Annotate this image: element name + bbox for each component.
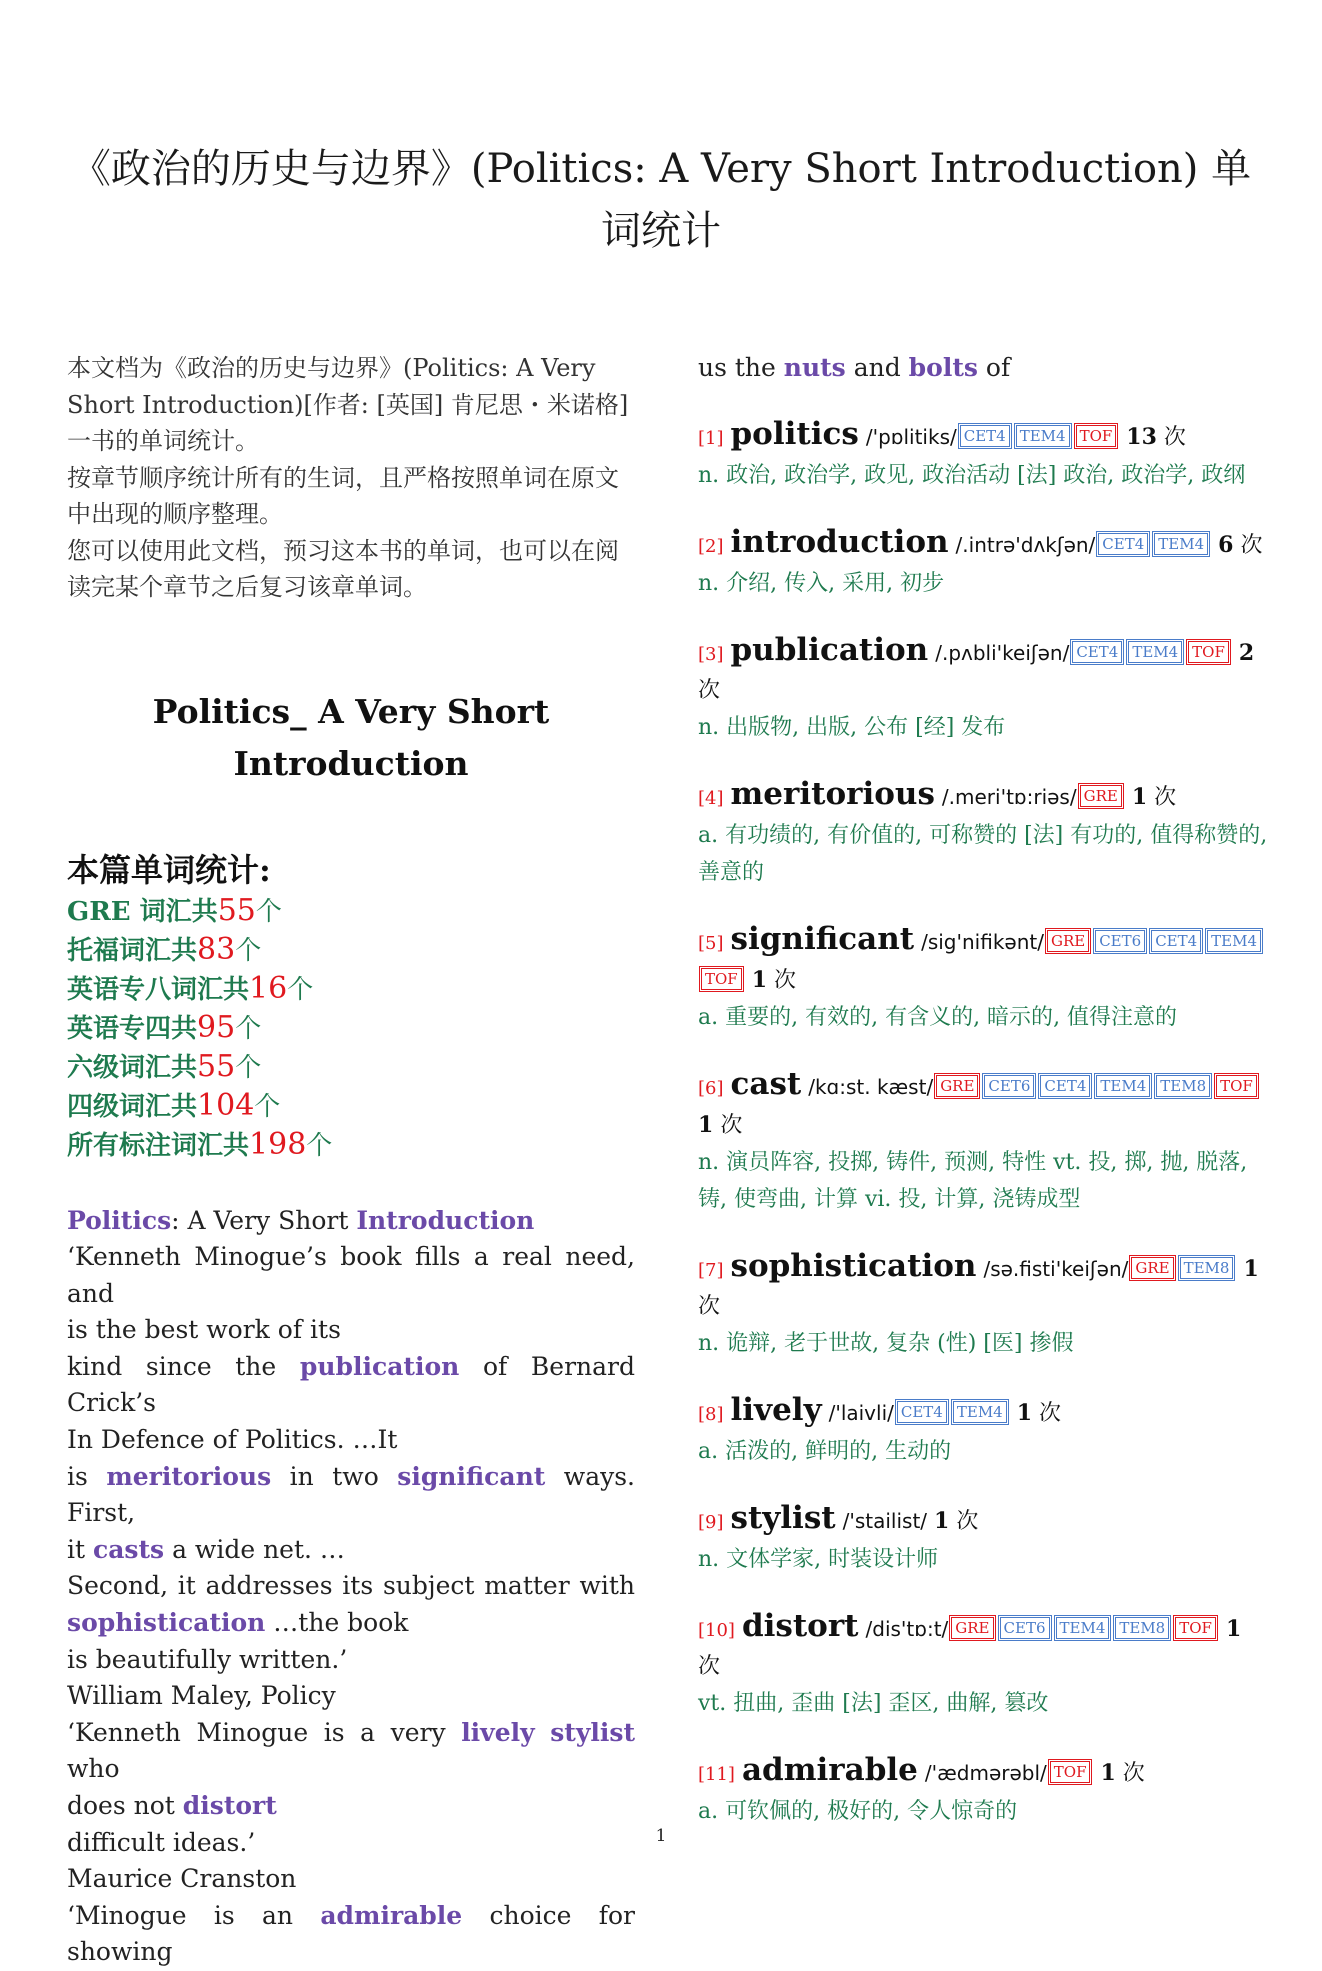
vocab-entry-head bbox=[698, 1066, 1268, 1144]
stats-list bbox=[67, 892, 635, 1165]
entry-definition: a. 可钦佩的, 极好的, 令人惊奇的 bbox=[698, 1799, 1018, 1824]
stats-heading: 本篇单词统计: bbox=[67, 850, 271, 889]
vocab-entry bbox=[698, 1608, 1268, 1722]
highlighted-word: bolts bbox=[908, 353, 978, 382]
vocab-entry bbox=[698, 1500, 1268, 1578]
source-passage bbox=[67, 1203, 635, 1971]
entry-count-unit: 次 bbox=[956, 1509, 979, 1534]
vocab-entry bbox=[698, 1752, 1268, 1830]
entry-count-unit: 次 bbox=[698, 1654, 721, 1679]
exam-tag: TOF bbox=[701, 968, 742, 990]
document-title: 《政治的历史与边界》(Politics: A Very Short Introduction) 单词统计 bbox=[70, 146, 1252, 254]
exam-tag: TEM4 bbox=[1056, 1617, 1110, 1639]
entry-count: 1 bbox=[751, 967, 768, 993]
entry-definition: n. 出版物, 出版, 公布 [经] 发布 bbox=[698, 715, 1006, 740]
entry-definition: vt. 扭曲, 歪曲 [法] 歪区, 曲解, 篡改 bbox=[698, 1691, 1049, 1716]
exam-tag: TEM8 bbox=[1180, 1257, 1234, 1279]
vocab-entry bbox=[698, 416, 1268, 494]
highlighted-word: significant bbox=[397, 1461, 546, 1491]
entry-index: [2] bbox=[698, 536, 724, 557]
exam-tag: GRE bbox=[951, 1617, 993, 1639]
passage-line: ‘Kenneth Minogue is a very lively stylist who bbox=[67, 1717, 635, 1784]
entry-definition: n. 文体学家, 时装设计师 bbox=[698, 1547, 939, 1572]
vocab-entry bbox=[698, 1392, 1268, 1470]
exam-tag: GRE bbox=[936, 1075, 978, 1097]
entry-count-unit: 次 bbox=[720, 1113, 743, 1138]
vocab-entry-head bbox=[698, 632, 1268, 709]
entry-count-unit: 次 bbox=[1154, 785, 1177, 810]
entry-definition: n. 政治, 政治学, 政见, 政治活动 [法] 政治, 政治学, 政纲 bbox=[698, 463, 1246, 488]
entry-definition: a. 有功绩的, 有价值的, 可称赞的 [法] 有功的, 值得称赞的, 善意的 bbox=[698, 823, 1268, 885]
entry-index: [1] bbox=[698, 428, 724, 449]
exam-tag: TEM8 bbox=[1115, 1617, 1169, 1639]
entry-count: 1 bbox=[1243, 1256, 1259, 1282]
entry-word: admirable bbox=[741, 1752, 918, 1788]
exam-tag: TEM4 bbox=[1096, 1075, 1150, 1097]
entry-count-unit: 次 bbox=[1122, 1761, 1145, 1786]
entry-phonetic: /'ædmərəbl/ bbox=[924, 1761, 1047, 1785]
passage-continuation: us the nuts and bolts of bbox=[698, 353, 1011, 382]
entry-count-unit: 次 bbox=[1039, 1401, 1062, 1426]
exam-tag: TOF bbox=[1076, 425, 1117, 447]
exam-tag: TOF bbox=[1188, 641, 1229, 663]
entry-index: [10] bbox=[698, 1620, 735, 1641]
exam-tag: TEM4 bbox=[1207, 930, 1261, 952]
stat-cet4: 四级词汇共104个 bbox=[67, 1087, 281, 1123]
entry-definition: n. 演员阵容, 投掷, 铸件, 预测, 特性 vt. 投, 掷, 抛, 脱落, 铸, 使弯曲, 计算 vi. 投, 计算, 浇铸成型 bbox=[698, 1150, 1248, 1212]
entry-phonetic: /'pɒlitiks/ bbox=[865, 425, 957, 449]
passage-line: sophistication …the book bbox=[67, 1608, 409, 1638]
highlighted-word: Introduction bbox=[356, 1205, 535, 1235]
entry-word: distort bbox=[741, 1608, 859, 1644]
entry-word: cast bbox=[730, 1066, 802, 1102]
entry-index: [5] bbox=[698, 933, 724, 954]
entry-index: [9] bbox=[698, 1512, 724, 1533]
entry-count-unit: 次 bbox=[698, 678, 721, 703]
page-number: 1 bbox=[655, 1826, 667, 1846]
passage-line: kind since the publication of Bernard Crick’s bbox=[67, 1351, 635, 1418]
entry-count: 1 bbox=[1016, 1400, 1033, 1426]
entry-count: 1 bbox=[698, 1112, 714, 1138]
passage-line: is the best work of its bbox=[67, 1315, 341, 1345]
entry-word: meritorious bbox=[730, 776, 935, 812]
vocab-entry-head bbox=[698, 1248, 1268, 1325]
entry-definition: a. 活泼的, 鲜明的, 生动的 bbox=[698, 1439, 952, 1464]
entry-count: 1 bbox=[1131, 784, 1148, 810]
passage-line: does not distort bbox=[67, 1791, 277, 1820]
highlighted-word: publication bbox=[299, 1351, 460, 1381]
entry-phonetic: /.intrə'dʌkʃən/ bbox=[955, 533, 1096, 557]
entry-count: 1 bbox=[934, 1508, 950, 1534]
highlighted-word: Politics bbox=[67, 1205, 172, 1235]
passage-line: Politics: A Very Short Introduction bbox=[67, 1205, 535, 1235]
exam-tag: CET4 bbox=[1098, 533, 1148, 555]
entry-phonetic: /sig'nifikənt/ bbox=[921, 930, 1044, 954]
right-column bbox=[698, 350, 1268, 1830]
exam-tag: TOF bbox=[1175, 1617, 1216, 1639]
highlighted-word: casts bbox=[93, 1534, 165, 1564]
highlighted-word: admirable bbox=[320, 1900, 463, 1930]
stat-cet6: 六级词汇共55个 bbox=[67, 1048, 262, 1084]
passage-line: is beautifully written.’ bbox=[67, 1644, 348, 1674]
vocab-entry-head bbox=[698, 1752, 1268, 1793]
entry-word: publication bbox=[730, 632, 929, 668]
highlighted-word: meritorious bbox=[106, 1461, 272, 1491]
passage-line: it casts a wide net. … bbox=[67, 1534, 345, 1564]
passage-line: In Defence of Politics. …It bbox=[67, 1425, 398, 1455]
vocab-entry bbox=[698, 524, 1268, 602]
exam-tag: CET4 bbox=[1151, 930, 1201, 952]
stat-gre: GRE 词汇共55个 bbox=[67, 892, 282, 928]
highlighted-word: stylist bbox=[550, 1717, 635, 1747]
entry-count-unit: 次 bbox=[1240, 533, 1263, 558]
exam-tag: GRE bbox=[1080, 785, 1122, 807]
vocab-entry bbox=[698, 632, 1268, 746]
entry-index: [11] bbox=[698, 1764, 735, 1785]
entry-phonetic: /'laivli/ bbox=[828, 1401, 894, 1425]
entry-index: [3] bbox=[698, 644, 724, 665]
exam-tag: TEM4 bbox=[953, 1401, 1007, 1423]
exam-tag: CET6 bbox=[984, 1075, 1034, 1097]
highlighted-word: lively bbox=[461, 1717, 535, 1747]
entry-definition: a. 重要的, 有效的, 有含义的, 暗示的, 值得注意的 bbox=[698, 1005, 1178, 1030]
exam-tag: TEM4 bbox=[1016, 425, 1070, 447]
exam-tag: CET4 bbox=[1040, 1075, 1090, 1097]
vocab-entry bbox=[698, 1066, 1268, 1218]
highlighted-word: nuts bbox=[783, 353, 846, 382]
entry-count-unit: 次 bbox=[698, 1294, 721, 1319]
entry-phonetic: /'stailist/ bbox=[842, 1509, 928, 1533]
entry-word: significant bbox=[730, 921, 915, 957]
passage-line: Maurice Cranston bbox=[67, 1864, 297, 1894]
vocab-entry bbox=[698, 1248, 1268, 1362]
passage-line: ‘Minogue is an admirable choice for showing bbox=[67, 1900, 635, 1967]
exam-tag: CET6 bbox=[1095, 930, 1145, 952]
left-column bbox=[67, 350, 635, 1971]
entry-word: sophistication bbox=[730, 1248, 977, 1284]
entry-phonetic: /dis'tɒ:t/ bbox=[865, 1617, 949, 1641]
entry-phonetic: /.meri'tɒ:riəs/ bbox=[941, 785, 1077, 809]
exam-tag: TEM4 bbox=[1154, 533, 1208, 555]
entry-index: [4] bbox=[698, 788, 724, 809]
entry-index: [6] bbox=[698, 1078, 724, 1099]
entry-word: lively bbox=[730, 1392, 822, 1428]
exam-tag: GRE bbox=[1047, 930, 1089, 952]
entry-count: 2 bbox=[1238, 640, 1255, 666]
entry-count: 13 bbox=[1126, 424, 1157, 450]
exam-tag: CET4 bbox=[1072, 641, 1122, 663]
entry-count: 1 bbox=[1225, 1616, 1242, 1642]
stat-all: 所有标注词汇共198个 bbox=[67, 1126, 333, 1162]
exam-tag: TEM4 bbox=[1128, 641, 1182, 663]
vocab-entry-head bbox=[698, 524, 1268, 565]
entry-count-unit: 次 bbox=[1163, 425, 1186, 450]
passage-line: William Maley, Policy bbox=[67, 1681, 336, 1711]
entry-word: politics bbox=[730, 416, 859, 452]
stat-tem4: 英语专四共95个 bbox=[67, 1009, 262, 1045]
vocabulary-list bbox=[698, 416, 1268, 1830]
entry-count-unit: 次 bbox=[774, 968, 797, 993]
stat-toefl: 托福词汇共83个 bbox=[67, 931, 262, 967]
vocab-entry-head bbox=[698, 1392, 1268, 1433]
exam-tag: GRE bbox=[1131, 1257, 1173, 1279]
entry-count: 6 bbox=[1218, 532, 1234, 558]
entry-definition: n. 诡辩, 老于世故, 复杂 (性) [医] 掺假 bbox=[698, 1331, 1074, 1356]
passage-line: difficult ideas.’ bbox=[67, 1827, 256, 1857]
entry-word: introduction bbox=[730, 524, 949, 560]
intro-block bbox=[67, 350, 635, 606]
stat-tem8: 英语专八词汇共16个 bbox=[67, 970, 314, 1006]
vocab-entry bbox=[698, 921, 1268, 1036]
entry-phonetic: /sə.fisti'keiʃən/ bbox=[983, 1257, 1129, 1281]
passage-line: Second, it addresses its subject matter with bbox=[67, 1571, 635, 1601]
entry-phonetic: /kɑ:st. kæst/ bbox=[808, 1075, 934, 1099]
vocab-entry-head bbox=[698, 1608, 1268, 1685]
exam-tag: TEM8 bbox=[1156, 1075, 1210, 1097]
vocab-entry-head bbox=[698, 416, 1268, 457]
intro-paragraph: 您可以使用此文档，预习这本书的单词，也可以在阅读完某个章节之后复习该章单词。 bbox=[67, 536, 619, 601]
entry-index: [7] bbox=[698, 1260, 724, 1281]
exam-tag: TOF bbox=[1216, 1075, 1257, 1097]
intro-paragraph: 本文档为《政治的历史与边界》(Politics: A Very Short Introduction)[作者: [英国] 肯尼思・米诺格] 一书的单词统计。 bbox=[67, 354, 629, 455]
exam-tag: CET6 bbox=[1000, 1617, 1050, 1639]
exam-tag: TOF bbox=[1050, 1761, 1091, 1783]
highlighted-word: sophistication bbox=[67, 1608, 266, 1638]
exam-tag: CET4 bbox=[960, 425, 1010, 447]
intro-paragraph: 按章节顺序统计所有的生词，且严格按照单词在原文中出现的顺序整理。 bbox=[67, 463, 619, 528]
highlighted-word: distort bbox=[182, 1791, 277, 1820]
entry-index: [8] bbox=[698, 1404, 724, 1425]
vocab-entry-head bbox=[698, 776, 1268, 817]
entry-definition: n. 介绍, 传入, 采用, 初步 bbox=[698, 571, 945, 596]
exam-tag: CET4 bbox=[897, 1401, 947, 1423]
entry-phonetic: /.pʌbli'keiʃən/ bbox=[935, 641, 1070, 665]
passage-line: is meritorious in two significant ways. First, bbox=[67, 1461, 635, 1528]
vocab-entry-head bbox=[698, 921, 1268, 999]
passage-line: ‘Kenneth Minogue’s book fills a real need, and bbox=[67, 1242, 635, 1308]
vocab-entry bbox=[698, 776, 1268, 891]
entry-count: 1 bbox=[1100, 1760, 1116, 1786]
vocab-entry-head bbox=[698, 1500, 1268, 1541]
section-title: Politics_ A Very Short Introduction bbox=[152, 691, 550, 783]
entry-word: stylist bbox=[730, 1500, 836, 1536]
